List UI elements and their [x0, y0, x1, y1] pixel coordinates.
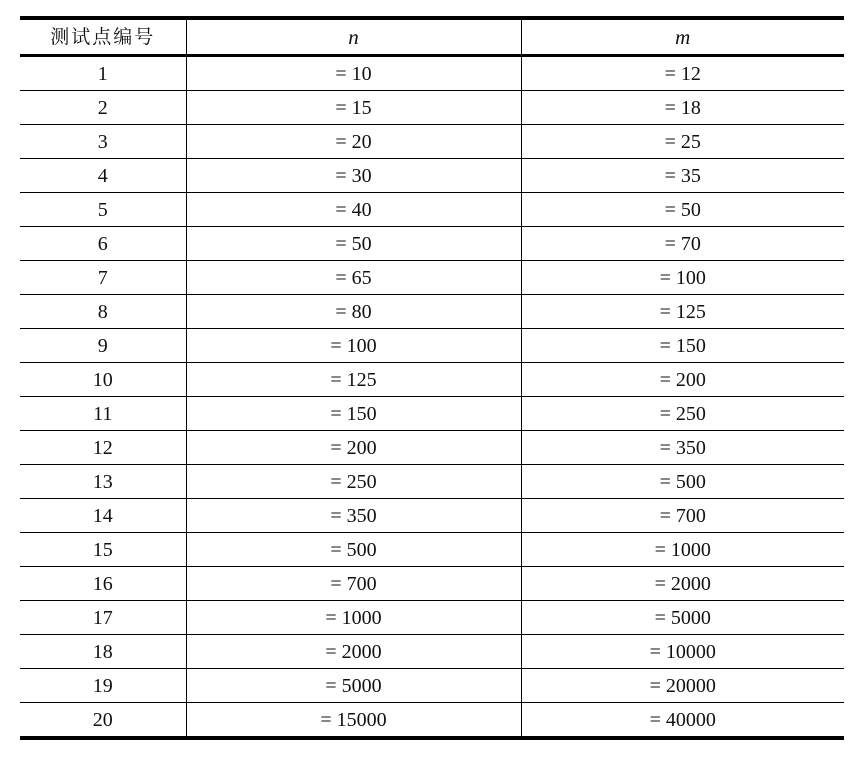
cell-test-point-id: 5 [97, 198, 108, 221]
cell-test-point-id: 13 [92, 470, 113, 493]
test-point-table [20, 16, 844, 740]
cell-n: = 5000 [186, 669, 521, 703]
table-row [20, 601, 844, 635]
cell-m: = 10000 [521, 635, 844, 669]
cell-test-point-id: 1 [97, 62, 108, 85]
cell-test-point-id: 11 [93, 402, 113, 425]
cell-m: = 40000 [521, 703, 844, 739]
table-row [20, 56, 844, 91]
table-row [20, 295, 844, 329]
cell-n: = 350 [186, 499, 521, 533]
table-row [20, 125, 844, 159]
table-row [20, 159, 844, 193]
table-body [20, 56, 844, 739]
cell-m: = 500 [521, 465, 844, 499]
cell-m: = 150 [521, 329, 844, 363]
cell-test-point-id: 9 [97, 334, 108, 357]
table-row [20, 499, 844, 533]
cell-test-point-id: 7 [97, 266, 108, 289]
table-row [20, 91, 844, 125]
header-m: m [521, 18, 844, 56]
header-row [20, 18, 844, 56]
table-header [20, 18, 844, 56]
cell-n: = 10 [186, 56, 521, 91]
table-row [20, 431, 844, 465]
cell-m: = 12 [521, 56, 844, 91]
cell-n: = 500 [186, 533, 521, 567]
cell-n: = 2000 [186, 635, 521, 669]
cell-n: = 30 [186, 159, 521, 193]
cell-n: = 200 [186, 431, 521, 465]
cell-n: = 15 [186, 91, 521, 125]
header-n: n [186, 18, 521, 56]
table-row [20, 397, 844, 431]
cell-n: = 1000 [186, 601, 521, 635]
table-row [20, 193, 844, 227]
cell-test-point-id: 6 [97, 232, 108, 255]
cell-test-point-id: 3 [97, 130, 108, 153]
cell-m: = 1000 [521, 533, 844, 567]
cell-test-point-id: 16 [92, 572, 113, 595]
table-row [20, 465, 844, 499]
cell-test-point-id: 15 [92, 538, 113, 561]
cell-n: = 150 [186, 397, 521, 431]
table-row [20, 227, 844, 261]
cell-test-point-id: 12 [92, 436, 113, 459]
cell-test-point-id: 20 [92, 708, 113, 731]
table-row [20, 703, 844, 739]
cell-n: = 250 [186, 465, 521, 499]
cell-n: = 125 [186, 363, 521, 397]
table-row [20, 363, 844, 397]
table-row [20, 635, 844, 669]
cell-m: = 100 [521, 261, 844, 295]
cell-m: = 35 [521, 159, 844, 193]
cell-test-point-id: 17 [92, 606, 113, 629]
cell-m: = 5000 [521, 601, 844, 635]
cell-m: = 25 [521, 125, 844, 159]
cell-test-point-id: 14 [92, 504, 113, 527]
table-row [20, 329, 844, 363]
table-row [20, 261, 844, 295]
cell-n: = 80 [186, 295, 521, 329]
cell-test-point-id: 10 [92, 368, 113, 391]
cell-n: = 15000 [186, 703, 521, 739]
cell-test-point-id: 19 [92, 674, 113, 697]
table-row [20, 567, 844, 601]
cell-test-point-id: 8 [97, 300, 108, 323]
cell-test-point-id: 2 [97, 96, 108, 119]
cell-n: = 20 [186, 125, 521, 159]
cell-m: = 2000 [521, 567, 844, 601]
cell-m: = 50 [521, 193, 844, 227]
cell-m: = 700 [521, 499, 844, 533]
cell-n: = 50 [186, 227, 521, 261]
cell-m: = 18 [521, 91, 844, 125]
cell-m: = 70 [521, 227, 844, 261]
cell-n: = 40 [186, 193, 521, 227]
cell-m: = 250 [521, 397, 844, 431]
cell-m: = 200 [521, 363, 844, 397]
cell-m: = 125 [521, 295, 844, 329]
cell-test-point-id: 4 [97, 164, 108, 187]
cell-n: = 65 [186, 261, 521, 295]
cell-m: = 350 [521, 431, 844, 465]
cell-n: = 100 [186, 329, 521, 363]
table-row [20, 533, 844, 567]
cell-test-point-id: 18 [92, 640, 113, 663]
cell-m: = 20000 [521, 669, 844, 703]
test-point-table-container [20, 16, 844, 740]
header-test-point-id: 测试点编号 [50, 25, 156, 48]
table-row [20, 669, 844, 703]
cell-n: = 700 [186, 567, 521, 601]
